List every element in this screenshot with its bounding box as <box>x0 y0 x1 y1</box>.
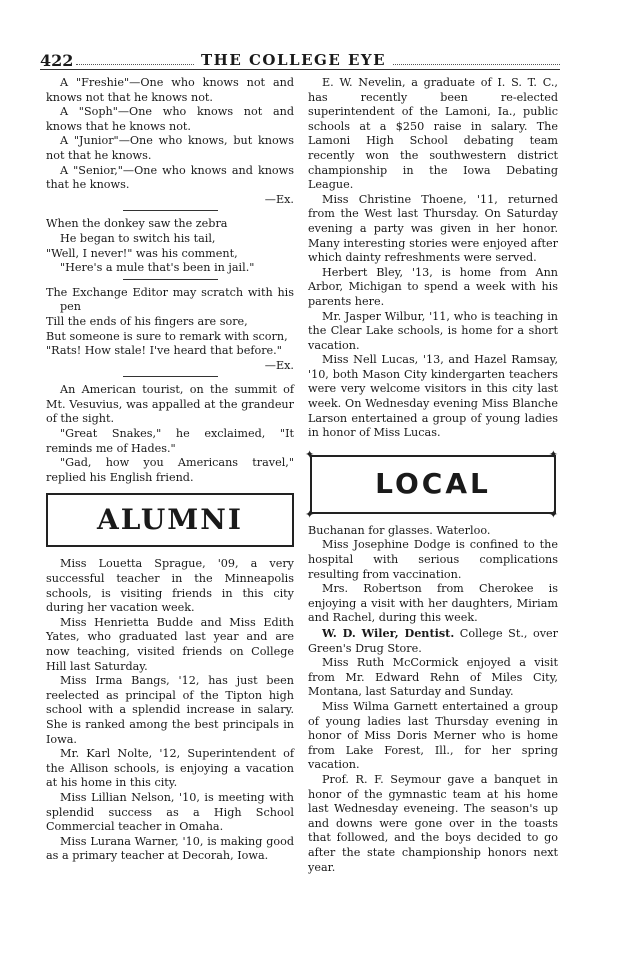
tourist-paragraph: An American tourist, on the summit of Mt. Vesuvius, was appalled at the grandeur of the sight. <box>46 383 294 426</box>
ornament-icon: ✦ <box>305 447 318 461</box>
alumni-item: Miss Christine Thoene, '11, returned from the West last Thursday. On Saturday evening a party was given in her honor. Many interesting stories were enjoyed after which dainty refreshments were served. <box>308 192 558 265</box>
alumni-item: Miss Lillian Nelson, '10, is meeting with splendid success as a High School Commercial teacher in Omaha. <box>46 790 294 834</box>
local-item: Mrs. Robertson from Cherokee is enjoying a visit with her daughters, Miriam and Rachel, during this week. <box>308 582 558 625</box>
local-item: Miss Ruth McCormick enjoyed a visit from Mr. Edward Rehn of Miles City, Montana, last Saturday and Sunday. <box>308 656 558 699</box>
page-number: 422 <box>40 51 74 70</box>
alumni-heading: ALUMNI <box>97 503 243 537</box>
dentist-ad <box>308 626 558 656</box>
ornament-icon: ✦ <box>305 507 318 521</box>
exchange-line: But someone is sure to remark with scorn, <box>46 329 288 343</box>
zebra-line: When the donkey saw the zebra <box>46 217 228 231</box>
alumni-item: Miss Lurana Warner, '10, is making good as a primary teacher at Decorah, Iowa. <box>46 834 294 863</box>
alumni-item: Miss Louetta Sprague, '09, a very successful teacher in the Minneapolis schools, is visiting friends in this city during her vacation week. <box>46 557 294 615</box>
right-column <box>305 76 561 875</box>
freshie-line: A "Freshie"—One who knows not and knows not that he knows not. <box>46 76 294 104</box>
zebra-line: "Well, I never!" was his comment, <box>46 246 238 260</box>
dentist-name: W. D. Wiler, Dentist. <box>322 626 455 640</box>
publication-title: THE COLLEGE EYE <box>195 51 392 69</box>
local-heading-box <box>305 447 561 521</box>
alumni-item: E. W. Nevelin, a graduate of I. S. T. C., has recently been re-elected superintendent of the Lamoni, Ia., public schools at a $250 raise in salary. The Lamoni High School debating team recently won the southwestern district championship in the Iowa Debating League. <box>308 76 558 192</box>
soph-line: A "Soph"—One who knows not and knows that he knows not. <box>46 105 294 133</box>
exchange-line: "Rats! How stale! I've heard that before." <box>46 344 282 358</box>
freshie-credit: —Ex. <box>264 192 294 206</box>
alumni-item: Mr. Karl Nolte, '12, Superintendent of the Allison schools, is enjoying a vacation at his home in this city. <box>46 747 294 790</box>
zebra-line: "Here's a mule that's been in jail." <box>60 261 255 275</box>
divider <box>123 210 218 211</box>
page-header <box>40 50 560 72</box>
junior-line: A "Junior"—One who knows, but knows not that he knows. <box>46 134 294 162</box>
alumni-item: Mr. Jasper Wilbur, '11, who is teaching in the Clear Lake schools, is home for a short vacation. <box>308 309 558 352</box>
divider <box>123 279 218 280</box>
ornament-icon: ✦ <box>548 507 561 521</box>
alumni-item: Miss Henrietta Budde and Miss Edith Yates, who graduated last year and are now teaching, visited friends on College Hill last Saturday. <box>46 615 294 673</box>
exchange-line: Till the ends of his fingers are sore, <box>46 314 248 328</box>
exchange-credit: —Ex. <box>264 358 294 372</box>
local-item: Miss Wilma Garnett entertained a group of young ladies last Thursday evening in honor of Miss Doris Merner who is home from Lake Forest, Ill., for her spring vacation. <box>308 699 558 772</box>
local-item: Miss Josephine Dodge is confined to the hospital with serious complications resulting from vaccination. <box>308 538 558 581</box>
alumni-item: Miss Nell Lucas, '13, and Hazel Ramsay, '10, both Mason City kindergarten teachers were very welcome visitors in this city last week. On Wednesday evening Miss Blanche Larson entertained a group of young ladies in honor of Miss Lucas. <box>308 353 558 440</box>
divider <box>123 376 218 377</box>
alumni-heading-box <box>46 493 294 547</box>
zebra-line: He began to switch his tail, <box>60 231 216 245</box>
left-column <box>46 76 294 864</box>
header-rule <box>40 69 560 70</box>
senior-line: A "Senior,"—One who knows and knows that he knows. <box>46 163 294 192</box>
dentist-address: College St., over Green's Drug Store. <box>308 627 558 655</box>
alumni-item: Herbert Bley, '13, is home from Ann Arbor, Michigan to spend a week with his parents here. <box>308 265 558 308</box>
local-item: Buchanan for glasses. Waterloo. <box>308 523 491 537</box>
alumni-item: Miss Irma Bangs, '12, has just been reelected as principal of the Tipton high school with a splendid increase in salary. She is ranked among the best principals in Iowa. <box>46 674 294 746</box>
ornament-icon: ✦ <box>548 447 561 461</box>
tourist-paragraph: "Great Snakes," he exclaimed, "It reminds me of Hades." <box>46 427 294 455</box>
tourist-paragraph: "Gad, how you Americans travel," replied his English friend. <box>46 456 294 484</box>
local-item: Prof. R. F. Seymour gave a banquet in honor of the gymnastic team at his home last Wednesday eveneing. The season's up and downs were gone over in the toasts that followed, and the boys decided to go after the state championship honors next year. <box>308 772 558 874</box>
exchange-line: The Exchange Editor may scratch with his pen <box>46 285 294 314</box>
local-heading: LOCAL <box>375 467 491 501</box>
